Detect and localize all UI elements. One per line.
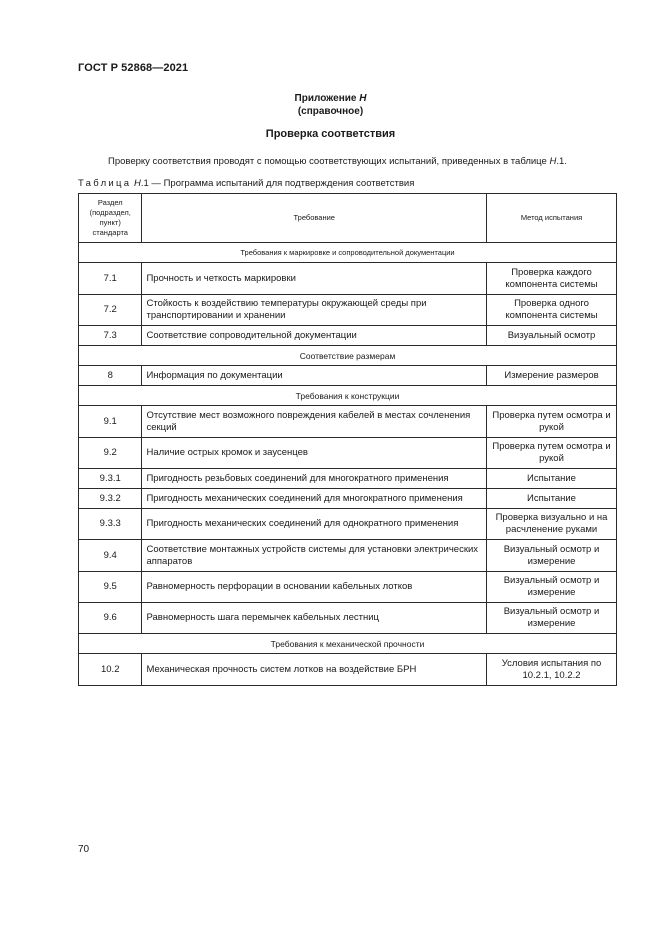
cell-method: Условия испытания по 10.2.1, 10.2.2 [487,654,617,686]
cell-requirement: Пригодность резьбовых соединений для многократного применения [142,469,487,489]
cell-method: Проверка путем осмотра и рукой [487,438,617,469]
cell-requirement: Равномерность шага перемычек кабельных лестниц [142,603,487,634]
test-program-table [78,193,617,686]
cell-requirement: Стойкость к воздействию температуры окружающей среды при транспортировании и хранении [142,295,487,326]
section-title: Проверка соответствия [265,128,396,140]
table-header-row [79,194,617,243]
group-title: Требования к маркировке и сопроводительной документации [79,243,617,263]
group-row [79,386,617,406]
page-number: 70 [78,844,90,855]
cell-section: 9.2 [79,438,142,469]
table-row [79,469,617,489]
cell-method: Проверка каждого компонента системы [487,263,617,295]
table-row [79,366,617,386]
cell-section: 7.1 [79,263,142,295]
cell-section: 9.5 [79,572,142,603]
group-title: Требования к конструкции [79,386,617,406]
appendix-letter: Н [359,93,367,104]
cell-method: Испытание [487,489,617,509]
cell-requirement: Пригодность механических соединений для однократного применения [142,509,487,540]
intro-paragraph [108,156,567,167]
cell-section: 8 [79,366,142,386]
cell-method: Визуальный осмотр и измерение [487,603,617,634]
group-title: Требования к механической прочности [79,634,617,654]
cell-requirement: Соответствие сопроводительной документации [142,326,487,346]
appendix-heading [0,92,661,118]
cell-requirement: Соответствие монтажных устройств системы для установки электрических аппаратов [142,540,487,572]
cell-requirement: Наличие острых кромок и заусенцев [142,438,487,469]
table-row [79,509,617,540]
header-requirement: Требование [142,194,487,243]
table-row [79,438,617,469]
table-caption [78,178,414,189]
header-section: Раздел (подраздел, пункт) стандарта [79,194,142,243]
cell-section: 9.3.3 [79,509,142,540]
cell-requirement: Пригодность механических соединений для многократного применения [142,489,487,509]
cell-method: Измерение размеров [487,366,617,386]
cell-method: Проверка одного компонента системы [487,295,617,326]
table-row [79,603,617,634]
appendix-status: (справочное) [297,106,364,117]
intro-table-ref: Н [549,156,557,167]
cell-section: 10.2 [79,654,142,686]
table-row [79,489,617,509]
cell-method: Проверка путем осмотра и рукой [487,406,617,438]
group-title: Соответствие размерам [79,346,617,366]
table-row [79,263,617,295]
table-row [79,654,617,686]
table-caption-text: .1 — Программа испытаний для подтверждения соответствия [140,178,415,189]
table-row [79,406,617,438]
cell-method: Визуальный осмотр и измерение [487,540,617,572]
table-caption-word: Таблица [78,178,132,189]
table-row [79,540,617,572]
appendix-prefix: Приложение [294,93,357,104]
cell-requirement: Отсутствие мест возможного повреждения кабелей в местах сочленения секций [142,406,487,438]
document-code: ГОСТ Р 52868—2021 [78,62,189,74]
cell-section: 9.4 [79,540,142,572]
cell-section: 7.2 [79,295,142,326]
intro-table-num: .1. [556,156,567,167]
cell-method: Испытание [487,469,617,489]
group-row [79,634,617,654]
cell-section: 9.3.2 [79,489,142,509]
cell-method: Проверка визуально и на расчленение руками [487,509,617,540]
cell-requirement: Механическая прочность систем лотков на воздействие БРН [142,654,487,686]
table-row [79,326,617,346]
group-row [79,346,617,366]
table-caption-ref: Н [134,178,141,189]
cell-section: 9.3.1 [79,469,142,489]
cell-section: 9.6 [79,603,142,634]
intro-text: Проверку соответствия проводят с помощью соответствующих испытаний, приведенных в таблице [108,156,550,167]
cell-requirement: Информация по документации [142,366,487,386]
cell-requirement: Прочность и четкость маркировки [142,263,487,295]
cell-method: Визуальный осмотр [487,326,617,346]
table-row [79,572,617,603]
cell-requirement: Равномерность перфорации в основании кабельных лотков [142,572,487,603]
cell-section: 7.3 [79,326,142,346]
cell-method: Визуальный осмотр и измерение [487,572,617,603]
cell-section: 9.1 [79,406,142,438]
group-row [79,243,617,263]
header-method: Метод испытания [487,194,617,243]
table-row [79,295,617,326]
